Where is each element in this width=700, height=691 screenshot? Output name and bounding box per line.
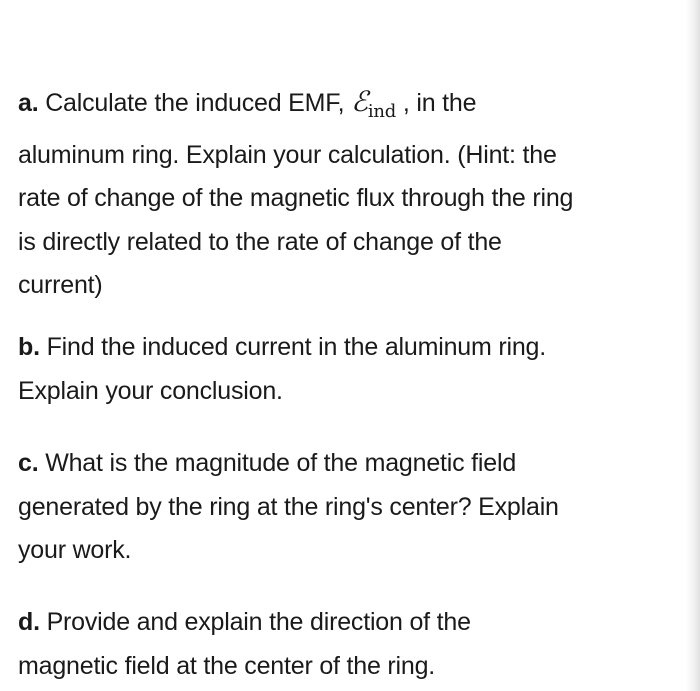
question-b-text: Find the induced current in the aluminum ring. <box>39 333 546 361</box>
question-d <box>18 601 683 688</box>
question-c-line-2: generated by the ring at the ring's center? Explain <box>18 492 559 521</box>
question-a-line-2: aluminum ring. Explain your calculation. (Hint: the <box>18 140 557 169</box>
question-a <box>18 80 683 308</box>
question-c <box>18 442 683 573</box>
question-a-line-1 <box>18 80 683 134</box>
question-a-line-3: rate of change of the magnetic flux through the ring <box>18 184 574 212</box>
question-a-text-end: , in the <box>396 89 477 117</box>
emf-subscript: ind <box>367 101 397 122</box>
question-b-line-2: Explain your conclusion. <box>18 376 283 405</box>
question-c-text: What is the magnitude of the magnetic field <box>38 449 517 477</box>
question-b-label: b. <box>18 333 40 361</box>
question-c-line-1 <box>18 442 683 486</box>
question-a-line-5: current) <box>18 271 103 299</box>
emf-symbol: ℰ <box>351 85 368 118</box>
question-a-line-4: is directly related to the rate of change of the <box>18 227 502 256</box>
question-d-text: Provide and explain the direction of the <box>39 608 471 636</box>
question-d-label: d. <box>18 608 40 636</box>
question-b-line-1 <box>18 326 683 370</box>
question-a-text-start: Calculate the induced EMF, <box>38 89 352 117</box>
question-d-line-1 <box>18 601 683 645</box>
question-b <box>18 326 683 413</box>
page-edge-shadow <box>686 0 700 691</box>
question-a-label: a. <box>18 89 39 117</box>
question-d-line-2: magnetic field at the center of the ring. <box>18 651 436 680</box>
question-c-label: c. <box>18 449 39 477</box>
question-c-line-3: your work. <box>18 536 132 564</box>
